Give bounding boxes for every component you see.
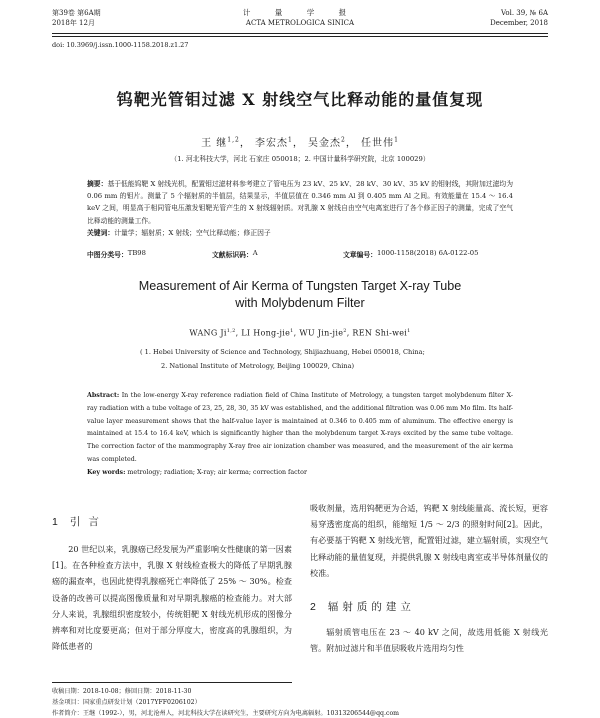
author-en-2: , LI Hong-jie xyxy=(235,328,291,338)
author-en-4-sup: 1 xyxy=(407,328,411,334)
abstract-cn-text: 基于低能钨靶 X 射线光机，配置钼过滤材料参考建立了管电压为 23 kV、25 kV、28 kV、30 kV、35 kV 的钼射线，其附加过滤均为 0.06 mm 的钼片。测量了 5 个辐射质的半值层，结果显示，半值层值在 0.346 mm Al 到 0.405 mm Al 之间。有效能量在 15.4 ～ 16.4 keV 之间，明显高于相同管电压激发钼靶光管产生的 X 射线辐射质。对乳腺 X 射线自由空气电离室进行了各个修正因子的测量，完成了空气比释动能的测量工作。 xyxy=(87,180,514,225)
author-en-1: WANG Ji xyxy=(189,328,227,338)
header-right xyxy=(490,8,548,28)
doccode-label: 文献标识码： xyxy=(212,251,253,259)
title-en-line2: with Molybdenum Filter xyxy=(235,296,365,310)
doccode-field xyxy=(212,249,258,259)
author-cn-2: ， 李宏杰 xyxy=(239,138,289,149)
section-1-title: 引言 xyxy=(69,516,107,528)
article-no-label: 文章编号： xyxy=(343,251,377,259)
abstract-cn xyxy=(87,178,513,239)
authors-cn xyxy=(0,134,600,149)
doccode-value: A xyxy=(252,249,258,257)
article-no-value: 1000-1158(2018) 6A-0122-05 xyxy=(376,249,479,257)
author-en-3: , WU Jin-jie xyxy=(293,328,344,338)
abstract-cn-label: 摘要： xyxy=(87,180,108,188)
affiliation-en-1: ( 1. Hebei University of Science and Technology, Shijiazhuang, Hebei 050018, China; xyxy=(140,348,425,356)
affiliation-cn: （1. 河北科技大学，河北 石家庄 050018；2. 中国计量科学研究院，北京 100029） xyxy=(170,155,430,163)
section-2-paragraph: 辐射质管电压在 23 ～ 40 kV 之间，故选用低能 X 射线光管。附加过滤片和半值层吸收片选用均匀性 xyxy=(310,627,548,654)
title-en-line1: Measurement of Air Kerma of Tungsten Target X-ray Tube xyxy=(138,279,462,293)
authors-en xyxy=(0,328,600,338)
header-center xyxy=(52,8,548,28)
keywords-cn-label: 关键词： xyxy=(87,228,115,237)
clc-value: TB98 xyxy=(127,249,146,257)
affiliation-en-2: 2. National Institute of Metrology, Beijing 100029, China) xyxy=(161,362,355,370)
author-en-3-sup: 2 xyxy=(343,328,347,334)
section-2-heading xyxy=(310,599,548,614)
footnote-dates: 收稿日期：2018-10-08；修回日期：2018-11-30 xyxy=(52,688,192,695)
section-1-continuation: 吸收剂量，选用钨靶更为合适，钨靶 X 射线能量高、流长短，更容易穿透密度高的组织，能缩短 1/5 ～ 2/3 的照射时间[2]。因此，有必要基于钨靶 X 射线光管，配置钼过滤，建立辐射质，实现空气比释动能的量值复现，并提供乳腺 X 射线电离室或半导体剂量仪的校准。 xyxy=(310,503,548,578)
footnote-rule xyxy=(52,682,292,683)
author-cn-2-sup: 1 xyxy=(288,136,293,144)
doi: doi: 10.3969/j.issn.1000-1158.2018.z1.27 xyxy=(52,41,189,49)
issue-date-cn: 2018年 12月 xyxy=(52,19,95,27)
journal-name-cn: 计 量 学 报 xyxy=(242,8,358,17)
author-cn-4-sup: 1 xyxy=(394,136,399,144)
author-en-4: , REN Shi-wei xyxy=(346,328,408,338)
clc-field xyxy=(87,249,146,259)
journal-header xyxy=(52,8,548,32)
author-en-2-sup: 1 xyxy=(290,328,294,334)
author-cn-3: ， 吴金杰 xyxy=(292,138,342,149)
article-no-field xyxy=(343,249,479,259)
right-column xyxy=(310,500,548,656)
title-en xyxy=(0,278,600,312)
author-cn-1: 王 继 xyxy=(201,138,228,149)
left-column xyxy=(52,500,292,654)
header-rule xyxy=(52,33,548,34)
title-cn: 钨靶光管钼过滤 X 射线空气比释动能的量值复现 xyxy=(116,90,484,109)
section-1-paragraph: 20 世纪以来，乳腺癌已经发展为严重影响女性健康的第一因素[1]。在各种检查方法中，乳腺 X 射线检查极大的降低了早期乳腺癌的漏查率，也因此使得乳腺癌死亡率降低了 25% ～ 30%。检查设备的改善可以提高图像质量和对早期乳腺癌的检查能力。对大部分人来说，乳腺组织密度较小，传统钼靶 X 射线光机形成的图像分辨率和对比度要更高；但对于部分厚度大，密度高的乳腺组织，为降低患者的 xyxy=(52,544,292,652)
keywords-en: metrology; radiation; X-ray; air kerma; correction factor xyxy=(127,468,307,476)
author-en-1-sup: 1,2 xyxy=(226,328,236,334)
abstract-en-text: In the low-energy X-ray reference radiation field of China Institute of Metrology, a tungsten target molybdenum filter X-ray radiation with a tube voltage of 23, 25, 28, 30, 35 kV was established, and the additional filtration was 0.06 mm Mo film. Its half-value layer measurement shows that the half-value layer is maintained at 0.346 to 0.405 mm of aluminum. The effective energy is maintained at 15.4 to 16.4 keV, which is significantly higher than the molybdenum target X-rays excited by the same tube voltage. The correction factor of the mammography X-ray free air ionization chamber was measured, and the measurement of the air kerma was completed. xyxy=(87,392,513,463)
footnote-funding: 基金项目：国家重点研发计划（2017YFF0206102） xyxy=(52,699,201,706)
author-cn-4: ， 任世伟 xyxy=(345,138,395,149)
keywords-en-label: Key words: xyxy=(87,468,126,476)
author-cn-1-sup: 1,2 xyxy=(227,136,240,144)
clc-label: 中图分类号： xyxy=(87,251,128,259)
author-cn-3-sup: 2 xyxy=(341,136,346,144)
section-2-number: 2 xyxy=(310,601,318,614)
section-2-title: 辐射质的建立 xyxy=(327,601,415,614)
keywords-cn: 计量学；辐射质；X 射线；空气比释动能；修正因子 xyxy=(114,228,271,237)
footnote-author: 作者简介：王继（1992-），男，河北沧州人，河北科技大学在读研究生，主要研究方向为电离辐射。10313206544@qq.com xyxy=(52,710,400,717)
section-1-heading xyxy=(52,514,292,529)
abstract-en-label: Abstract: xyxy=(87,392,120,399)
volume-issue-en: Vol. 39, № 6A xyxy=(500,9,548,17)
journal-name-en: ACTA METROLOGICA SINICA xyxy=(245,19,355,27)
issue-date-en: December, 2018 xyxy=(490,19,548,27)
abstract-en xyxy=(87,390,513,480)
header-rule-thin xyxy=(52,36,548,37)
section-1-number: 1 xyxy=(52,516,60,528)
volume-issue: 第39卷 第6A期 xyxy=(52,9,101,17)
